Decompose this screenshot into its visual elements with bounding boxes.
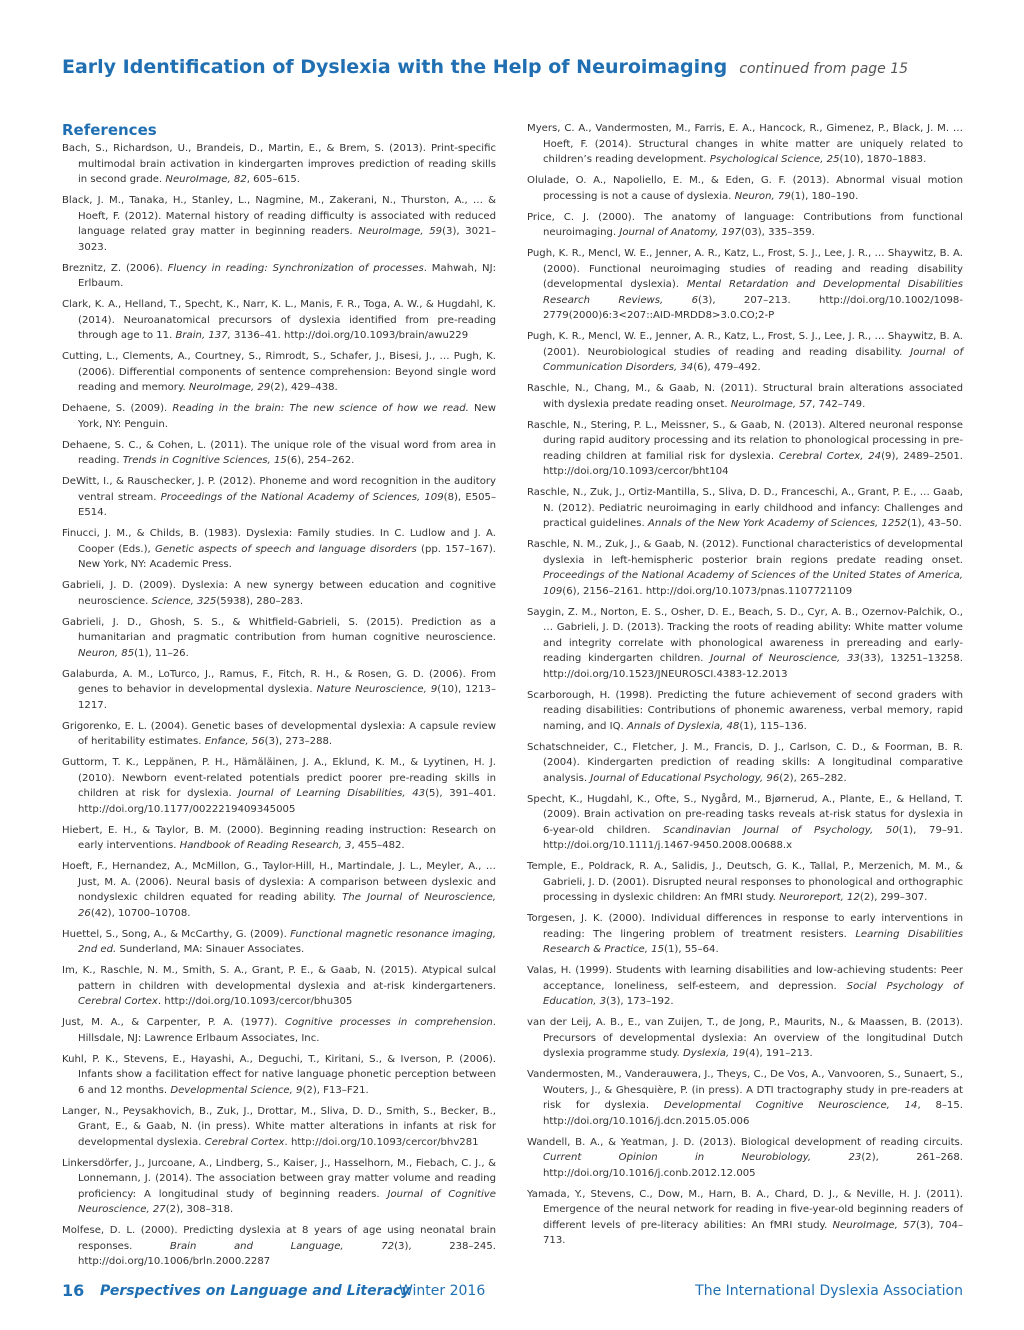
reference-text: Pugh, K. R., Mencl, W. E., Jenner, A. R., Katz, L., Frost, S. J., Lee, J. R., … Shaywitz, B. A. (2000). Functional neuroimaging studies of reading and reading disability (developmental dyslexia). <box>527 248 963 290</box>
reference-text: Dehaene, S. (2009). <box>62 403 173 414</box>
reference-entry <box>62 823 496 854</box>
reference-text: (1), 115–136. <box>739 720 807 732</box>
reference-entry <box>62 297 496 344</box>
reference-text: Temple, E., Poldrack, R. A., Salidis, J., Deutsch, G. K., Tallal, P., Merzenich, M. M., & Gabrieli, J. D. (2001). Disrupted neural responses to phonological and orthographic processing in dyslexic children: An fMRI study. <box>527 861 963 903</box>
reference-text: Raschle, N., Stering, P. L., Meissner, S., & Gaab, N. (2013). Altered neuronal response during rapid auditory processing and its relation to phonological processing in pre-reading children at familial risk for dyslexia. <box>527 419 963 462</box>
reference-text: Gabrieli, J. D. (2009). Dyslexia: A new synergy between education and cognitive neuroscience. <box>62 580 496 607</box>
reference-entry <box>527 246 963 324</box>
reference-text: (3), 173–192. <box>606 996 674 1007</box>
reference-text: (2), 265–282. <box>779 772 847 784</box>
reference-text: Black, J. M., Tanaka, H., Stanley, L., Nagmine, M., Zakerani, N., Thurston, A., … & Hoeft, F. (2012). Maternal history of reading difficulty is associated with reduced language related gray matter in beginning readers. <box>62 195 496 237</box>
reference-text: , 8–15. http://doi.org/10.1016/j.dcn.2015.05.006 <box>543 1100 963 1127</box>
reference-text: (3), 273–288. <box>264 736 333 747</box>
reference-text: Scarborough, H. (1998). Predicting the future achievement of second graders with reading disabilities: Contributions of phonemic awareness, verbal memory, rapid naming, and IQ. <box>527 689 963 732</box>
reference-text: , 605–615. <box>246 174 300 185</box>
reference-entry <box>527 859 963 906</box>
reference-source: Developmental Cognitive Neuroscience, 14 <box>663 1100 918 1111</box>
reference-entry <box>527 1135 963 1182</box>
reference-text: Specht, K., Hugdahl, K., Ofte, S., Nygård, M., Bjørnerud, A., Plante, E., & Helland, T. (2009). Brain activation on pre-reading tasks reveals at-risk status for dyslexia in 6-year-old children. <box>527 793 963 836</box>
reference-source: Developmental Science, 9 <box>170 1084 303 1096</box>
reference-text: (1), 11–26. <box>134 647 189 659</box>
reference-source: Enfance, 56 <box>204 736 265 747</box>
reference-source: NeuroImage, 57 <box>730 398 813 410</box>
reference-entry <box>527 1187 963 1249</box>
reference-text: van der Leij, A. B., E., van Zuijen, T., de Jong, P., Maurits, N., & Maassen, B. (2013). Precursors of developmental dyslexia: An overview of the longitudinal Dutch dyslexia programme study. <box>527 1017 963 1059</box>
reference-text: 3136–41. http://doi.org/10.1093/brain/awu229 <box>230 330 469 341</box>
reference-text: Sunderland, MA: Sinauer Associates. <box>116 944 305 955</box>
page-number: 16 <box>62 1281 85 1300</box>
reference-text: Torgesen, J. K. (2000). Individual differences in response to early interventions in reading: The lingering problem of treatment resisters. <box>527 913 963 940</box>
reference-entry <box>62 927 496 958</box>
reference-source: Journal of Neuroscience, 33 <box>710 653 860 664</box>
reference-text: (1), 43–50. <box>907 518 962 529</box>
reference-source: Cerebral Cortex, 24 <box>778 450 882 462</box>
reference-source: Science, 325 <box>151 595 217 607</box>
reference-entry <box>62 261 496 292</box>
reference-entry <box>62 1156 496 1218</box>
references-heading: References <box>62 121 157 139</box>
reference-entry <box>527 792 963 854</box>
reference-text: (42), 10700–10708. <box>90 907 191 919</box>
page-header <box>62 56 982 78</box>
reference-text: Bach, S., Richardson, U., Brandeis, D., Martin, E., & Brem, S. (2013). Print-specific multimodal brain activation in kindergarten improves prediction of reading skills in second grade. <box>62 143 496 185</box>
reference-source: Brain and Language, 72 <box>169 1240 395 1252</box>
reference-source: Trends in Cognitive Sciences, 15 <box>122 455 287 466</box>
reference-entry <box>62 438 496 469</box>
reference-text: (1), 79–91. http://doi.org/10.1111/j.1467-9450.2008.00688.x <box>543 824 963 851</box>
reference-entry <box>62 1015 496 1046</box>
reference-text: Raschle, N., Chang, M., & Gaab, N. (2011). Structural brain alterations associated with dyslexia predate reading onset. <box>527 383 963 410</box>
reference-text: Schatschneider, C., Fletcher, J. M., Francis, D. J., Carlson, C. D., & Foorman, B. R. (2004). Kindergarten prediction of reading skills: A longitudinal comparative analysis. <box>527 741 963 784</box>
reference-source: Proceedings of the National Academy of Sciences, 109 <box>160 491 444 503</box>
reference-source: Handbook of Reading Research, 3 <box>179 840 352 851</box>
reference-entry <box>527 740 963 787</box>
reference-text: (2), 308–318. <box>165 1204 234 1215</box>
reference-text: Pugh, K. R., Mencl, W. E., Jenner, A. R., Katz, L., Frost, S. J., Lee, J. R., … Shaywitz, B. A. (2001). Neurobiological studies of reading and reading disability. <box>527 331 963 358</box>
reference-text: . Hillsdale, NJ: Lawrence Erlbaum Associates, Inc. <box>78 1017 496 1044</box>
reference-text: Raschle, N. M., Zuk, J., & Gaab, N. (2012). Functional characteristics of developmental dyslexia in left-hemispheric posterior brain regions predate reading onset. <box>527 539 963 566</box>
reference-text: (2), 429–438. <box>270 382 338 393</box>
reference-text: , 742–749. <box>812 398 866 410</box>
reference-text: (10), 1870–1883. <box>839 154 927 165</box>
reference-text: Olulade, O. A., Napoliello, E. M., & Eden, G. F. (2013). Abnormal visual motion processing is not a cause of dyslexia. <box>527 175 963 202</box>
reference-text: Cutting, L., Clements, A., Courtney, S., Rimrodt, S., Schafer, J., Bisesi, J., … Pugh, K. (2006). Differential components of sentence comprehension: Beyond single word reading and memory. <box>62 351 496 393</box>
reference-text: Hoeft, F., Hernandez, A., McMillon, G., Taylor-Hill, H., Martindale, J. L., Meyler, A., … Just, M. A. (2006). Neural basis of dyslexia: A comparison between dyslexic and nondyslexic children equated for reading ability. <box>62 861 496 903</box>
reference-text: (5), 391–401. http://doi.org/10.1177/0022219409345005 <box>78 788 496 815</box>
reference-source: Annals of Dyslexia, 48 <box>626 720 740 732</box>
reference-text: (3), 704–713. <box>543 1219 963 1246</box>
reference-text: (9), 2489–2501. http://doi.org/10.1093/cercor/bht104 <box>543 450 963 477</box>
reference-entry <box>527 963 963 1010</box>
reference-source: Functional magnetic resonance imaging, 2nd ed. <box>78 928 497 955</box>
reference-text: Valas, H. (1999). Students with learning disabilities and low-achieving students: Peer acceptance, loneliness, self-esteem, and depression. <box>527 965 963 992</box>
reference-entry <box>527 210 963 241</box>
reference-entry <box>62 193 496 255</box>
reference-text: (4), 191–213. <box>745 1048 813 1059</box>
reference-text: (8), E505–E514. <box>78 491 497 518</box>
reference-text: Kuhl, P. K., Stevens, E., Hayashi, A., Deguchi, T., Kiritani, S., & Iverson, P. (2006). Infants show a facilitation effect for native language phonetic perception between 6 and 12 months. <box>62 1053 496 1096</box>
reference-text: Wandell, B. A., & Yeatman, J. D. (2013). Biological development of reading circuits. <box>527 1136 963 1148</box>
reference-source: Journal of Communication Disorders, 34 <box>543 346 964 373</box>
reference-source: Journal of Educational Psychology, 96 <box>590 772 780 784</box>
reference-text: Breznitz, Z. (2006). <box>62 262 168 274</box>
reference-text: Dehaene, S. C., & Cohen, L. (2011). The unique role of the visual word from area in reading. <box>62 439 496 466</box>
journal-name: Perspectives on Language and Literacy <box>100 1283 411 1299</box>
reference-source: Journal of Cognitive Neuroscience, 27 <box>78 1188 496 1215</box>
reference-entry <box>62 474 496 521</box>
reference-entry <box>62 401 496 432</box>
reference-entry <box>62 1104 496 1151</box>
reference-text: (3), 3021–3023. <box>78 226 496 253</box>
reference-entry <box>527 1015 963 1062</box>
reference-text: (2), 261–268. http://doi.org/10.1016/j.conb.2012.12.005 <box>543 1152 963 1179</box>
reference-entry <box>62 755 496 817</box>
page-footer <box>62 1281 963 1303</box>
reference-source: Fluency in reading: Synchronization of processes <box>167 262 424 274</box>
reference-entry <box>62 1223 496 1270</box>
reference-text: (33), 13251–13258. http://doi.org/10.1523/JNEUROSCI.4383-12.2013 <box>543 653 963 680</box>
reference-entry <box>62 719 496 750</box>
reference-text: , 455–482. <box>351 840 405 851</box>
references-column-left <box>62 141 496 1275</box>
reference-source: Reading in the brain: The new science of how we read. <box>172 403 469 414</box>
reference-source: Cerebral Cortex <box>78 996 158 1007</box>
reference-source: Journal of Anatomy, 197 <box>619 227 741 238</box>
reference-source: Proceedings of the National Academy of Sciences of the United States of America, 109 <box>543 570 963 597</box>
reference-source: Learning Disabilities Research & Practice, 15 <box>543 928 963 955</box>
reference-text: (3), 207–213. http://doi.org/10.1002/1098-2779(2000)6:3<207::AID-MRDD8>3.0.CO;2-P <box>543 294 963 321</box>
reference-text: Myers, C. A., Vandermosten, M., Farris, E. A., Hancock, R., Gimenez, P., Black, J. M. … Hoeft, F. (2014). Structural changes in white matter are uniquely related to children’s reading development. <box>527 123 963 165</box>
reference-text: Price, C. J. (2000). The anatomy of language: Contributions from functional neuroimaging. <box>527 211 963 238</box>
reference-text: DeWitt, I., & Rauschecker, J. P. (2012). Phoneme and word recognition in the auditory ventral stream. <box>62 476 496 503</box>
reference-entry <box>62 578 496 609</box>
reference-source: Journal of Learning Disabilities, 43 <box>238 788 426 799</box>
reference-entry <box>527 329 963 376</box>
reference-source: NeuroImage, 57 <box>832 1219 916 1231</box>
reference-source: Cognitive processes in comprehension <box>284 1017 493 1028</box>
reference-entry <box>62 1052 496 1099</box>
reference-entry <box>62 526 496 573</box>
reference-text: (1), 55–64. <box>664 944 719 955</box>
reference-text: Raschle, N., Zuk, J., Ortiz-Mantilla, S., Sliva, D. D., Franceschi, A., Grant, P. E., … Gaab, N. (2012). Pediatric neuroimaging in early childhood and infancy: Challenges and practical guidelines. <box>527 487 963 529</box>
reference-source: Psychological Science, 25 <box>709 154 840 165</box>
reference-entry <box>62 859 496 921</box>
reference-text: (10), 1213–1217. <box>78 684 496 711</box>
reference-text: (2), F13–F21. <box>302 1084 369 1096</box>
organization-name: The International Dyslexia Association <box>695 1283 963 1299</box>
issue-season: Winter 2016 <box>399 1283 486 1299</box>
reference-text: . http://doi.org/10.1093/cercor/bhu305 <box>157 996 353 1007</box>
reference-text: (pp. 157–167). New York, NY: Academic Press. <box>78 543 496 570</box>
reference-text: Yamada, Y., Stevens, C., Dow, M., Harn, B. A., Chard, D. J., & Neville, H. J. (2011). Emergence of the neural network for reading in five-year-old beginning readers of different levels of pre-literacy abilities: An fMRI study. <box>527 1188 963 1231</box>
reference-text: Langer, N., Peysakhovich, B., Zuk, J., Drottar, M., Sliva, D. D., Smith, S., Becker, B., Grant, E., & Gaab, N. (in press). White matter alterations in infants at risk for developmental dyslexia. <box>62 1105 496 1148</box>
reference-source: Genetic aspects of speech and language disorders <box>155 543 417 555</box>
reference-source: NeuroImage, 82 <box>165 174 247 185</box>
reference-entry <box>527 381 963 412</box>
reference-text: Just, M. A., & Carpenter, P. A. (1977). <box>62 1017 285 1028</box>
article-title: Early Identification of Dyslexia with the Help of Neuroimaging <box>62 56 728 78</box>
reference-text: (03), 335–359. <box>740 227 815 238</box>
reference-source: Neuron, 85 <box>78 647 135 659</box>
reference-source: Scandinavian Journal of Psychology, 50 <box>663 824 899 836</box>
reference-text: Clark, K. A., Helland, T., Specht, K., Narr, K. L., Manis, F. R., Toga, A. W., & Hugdahl, K. (2014). Neuroanatomical precursors of dyslexia identified from pre-reading through age to 11. <box>62 299 496 341</box>
reference-entry <box>527 418 963 480</box>
reference-text: . Mahwah, NJ: Erlbaum. <box>78 262 496 289</box>
reference-text: Linkersdörfer, J., Jurcoane, A., Lindberg, S., Kaiser, J., Hasselhorn, M., Fiebach, C. J., & Lonnemann, J. (2014). The association between gray matter volume and reading proficiency: A longitudinal study of beginning readers. <box>62 1157 496 1200</box>
reference-text: (6), 254–262. <box>286 455 355 466</box>
reference-text: Gabrieli, J. D., Ghosh, S. S., & Whitfield-Gabrieli, S. (2015). Prediction as a humanitarian and pragmatic contribution from human cognitive neuroscience. <box>62 616 496 643</box>
reference-entry <box>62 963 496 1010</box>
reference-entry <box>527 121 963 168</box>
reference-text: Saygin, Z. M., Norton, E. S., Osher, D. E., Beach, S. D., Cyr, A. B., Ozernov-Palchik, O., … Gabrieli, J. D. (2013). Tracking the roots of reading ability: White matter volume and integrity correlate with phonological awareness in prereading and early-reading kindergarten children. <box>527 606 963 664</box>
reference-source: Dyslexia, 19 <box>682 1048 746 1059</box>
reference-text: Vandermosten, M., Vanderauwera, J., Theys, C., De Vos, A., Vanvooren, S., Sunaert, S., Wouters, J., & Ghesquière, P. (in press). A DTI tractography study in pre-readers at risk for dyslexia. <box>527 1069 963 1111</box>
reference-text: Huettel, S., Song, A., & McCarthy, G. (2009). <box>62 928 291 940</box>
reference-entry <box>62 615 496 662</box>
reference-entry <box>62 667 496 714</box>
reference-text: Grigorenko, E. L. (2004). Genetic bases of developmental dyslexia: A capsule review of heritability estimates. <box>62 720 496 747</box>
reference-source: Current Opinion in Neurobiology, 23 <box>543 1152 862 1163</box>
reference-entry <box>527 485 963 532</box>
reference-source: The Journal of Neuroscience, 26 <box>78 892 496 919</box>
reference-text: Molfese, D. L. (2000). Predicting dyslexia at 8 years of age using neonatal brain responses. <box>62 1225 496 1252</box>
reference-entry <box>527 537 963 599</box>
continued-note: continued from page 15 <box>739 61 909 77</box>
reference-text: Finucci, J. M., & Childs, B. (1983). Dyslexia: Family studies. In C. Ludlow and J. A. Cooper (Eds.), <box>62 528 496 555</box>
reference-source: Neuron, 79 <box>734 190 791 202</box>
reference-source: Social Psychology of Education, 3 <box>543 980 963 1007</box>
reference-text: (2), 299–307. <box>859 892 928 903</box>
reference-entry <box>527 173 963 204</box>
reference-text: New York, NY: Penguin. <box>78 403 497 430</box>
reference-entry <box>527 605 963 683</box>
reference-source: Cerebral Cortex <box>204 1136 285 1148</box>
reference-source: NeuroImage, 59 <box>358 226 443 237</box>
reference-entry <box>527 911 963 958</box>
reference-source: Brain, 137, <box>175 330 231 341</box>
reference-text: (6), 479–492. <box>693 362 761 373</box>
reference-source: Mental Retardation and Developmental Disabilities Research Reviews, 6 <box>543 279 963 306</box>
reference-entry <box>527 1067 963 1129</box>
reference-source: Neuroreport, 12 <box>779 892 860 903</box>
references-column-right <box>527 121 963 1254</box>
reference-entry <box>62 349 496 396</box>
reference-source: Nature Neuroscience, 9 <box>316 684 438 695</box>
reference-text: (6), 2156–2161. http://doi.org/10.1073/pnas.1107721109 <box>562 585 853 597</box>
reference-source: Annals of the New York Academy of Sciences, 1252 <box>647 518 908 529</box>
reference-text: (1), 180–190. <box>790 190 859 202</box>
reference-text: (3), 238–245. http://doi.org/10.1006/brln.2000.2287 <box>78 1240 496 1267</box>
reference-text: Hiebert, E. H., & Taylor, B. M. (2000). Beginning reading instruction: Research on early interventions. <box>62 824 496 851</box>
reference-text: . http://doi.org/10.1093/cercor/bhv281 <box>284 1136 479 1148</box>
reference-text: Guttorm, T. K., Leppänen, P. H., Hämäläinen, J. A., Eklund, K. M., & Lyytinen, H. J. (2010). Newborn event-related potentials predict poorer pre-reading skills in children at risk for dyslexia. <box>62 757 496 799</box>
reference-text: Im, K., Raschle, N. M., Smith, S. A., Grant, P. E., & Gaab, N. (2015). Atypical sulcal pattern in children with developmental dyslexia and at-risk kindergarteners. <box>62 965 496 992</box>
reference-text: Galaburda, A. M., LoTurco, J., Ramus, F., Fitch, R. H., & Rosen, G. D. (2006). From genes to behavior in developmental dyslexia. <box>62 668 496 695</box>
reference-entry <box>62 141 496 188</box>
reference-text: (5938), 280–283. <box>216 595 304 607</box>
reference-entry <box>527 688 963 735</box>
reference-source: NeuroImage, 29 <box>188 382 271 393</box>
